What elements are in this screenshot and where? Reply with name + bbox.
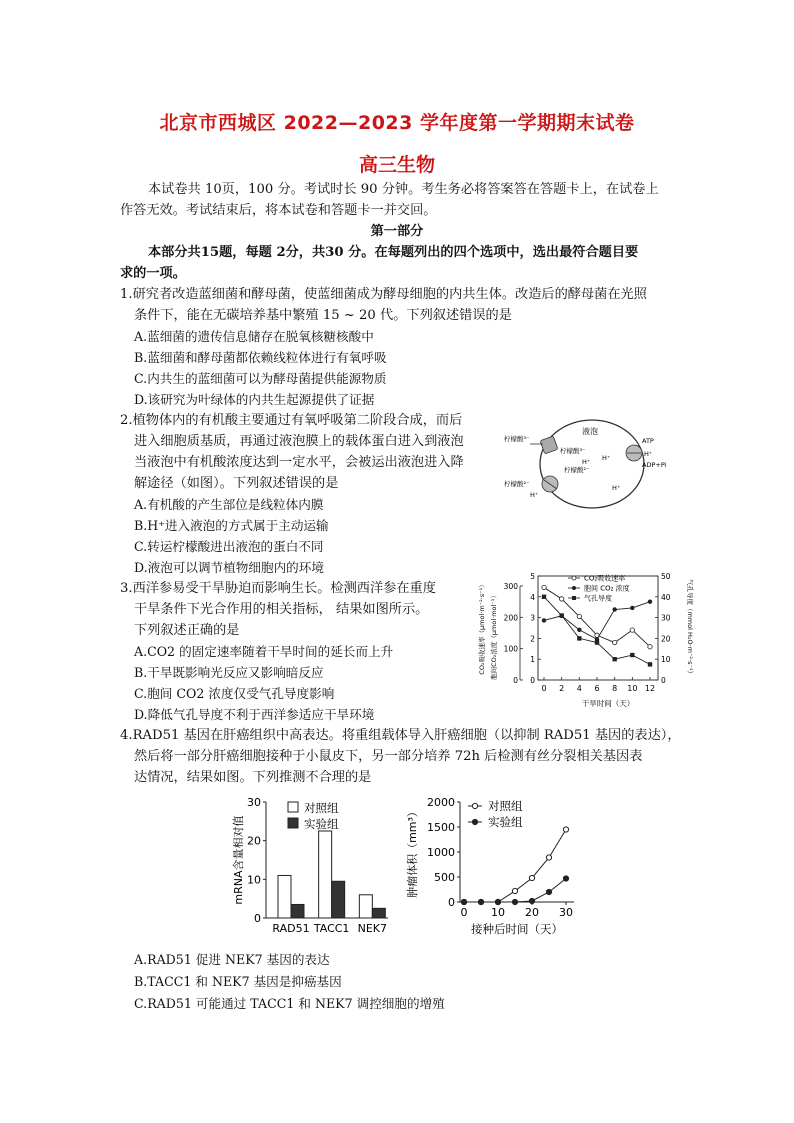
- bar-legend-swatch: [288, 802, 298, 812]
- tumor-x-axis-label: 接种后时间（天）: [471, 922, 563, 936]
- bar-experiment: [372, 908, 385, 918]
- q3-point-intercellular-co2: [542, 618, 546, 622]
- q3-left2-tick-label: 0: [513, 676, 518, 685]
- tumor-experiment-point: [529, 898, 534, 903]
- atp-label: ATP: [642, 437, 654, 445]
- mrna-bar-chart: [228, 790, 413, 940]
- exam-title: 北京市西城区 2022—2023 学年度第一学期期末试卷: [159, 112, 635, 134]
- tumor-control-point: [546, 855, 551, 860]
- q1-stem-1: 1.研究者改造蓝细菌和酵母菌，使蓝细菌成为酵母细胞的内共生体。改造后的酵母菌在光照: [120, 287, 647, 302]
- bar-y-axis-label: mRNA含量相对值: [232, 815, 245, 905]
- q1-option-b: B.蓝细菌和酵母菌都依赖线粒体进行有氧呼吸: [134, 350, 387, 365]
- q3-legend-label: CO₂吸收速率: [584, 574, 626, 583]
- bar-y-tick-label: 10: [247, 873, 261, 887]
- citrate2-inside-label: 柠檬酸²⁻: [564, 466, 590, 474]
- q1-option-c: C.内共生的蓝细菌可以为酵母菌提供能源物质: [134, 371, 387, 386]
- tumor-y-tick-label: 2000: [427, 796, 455, 809]
- tumor-legend-marker: [472, 819, 477, 824]
- q3-x-tick-label: 0: [541, 684, 547, 693]
- q4-stem-3: 达情况，结果如图。下列推测不合理的是: [134, 770, 372, 785]
- q3-y-left2-label: 胞间CO₂浓度（μmol·mol⁻¹）: [490, 592, 498, 680]
- q3-legend-label: 胞间 CO₂ 浓度: [584, 584, 630, 593]
- q3-point-co2-rate: [648, 645, 652, 649]
- tumor-x-tick-label: 30: [559, 906, 573, 919]
- q3-legend-marker: [572, 576, 576, 580]
- q3-stem-3: 下列叙述正确的是: [134, 623, 240, 638]
- h-near-atp-label: H⁺: [644, 450, 653, 458]
- vacuole-transport-diagram: [500, 412, 690, 522]
- q3-right-tick-label: 0: [661, 676, 666, 685]
- q3-point-intercellular-co2: [612, 607, 616, 611]
- q3-point-co2-rate: [559, 597, 563, 601]
- intro-line-1: 本试卷共 10页，100 分。考试时长 90 分钟。考生务必将答案答在答题卡上，在试卷上: [148, 182, 659, 197]
- q3-x-tick-label: 8: [612, 684, 618, 693]
- bar-category-label: TACC1: [313, 922, 350, 935]
- part1-instruction-2: 求的一项。: [120, 266, 186, 281]
- q3-stem-1: 3.西洋参易受干旱胁迫而影响生长。检测西洋参在重度: [120, 581, 436, 596]
- tumor-x-tick-label: 20: [525, 906, 539, 919]
- q3-left2-tick-label: 100: [503, 644, 518, 654]
- tumor-legend-marker: [472, 803, 477, 808]
- q2-option-c: C.转运柠檬酸进出液泡的蛋白不同: [134, 539, 324, 554]
- h-in-label: H⁺: [612, 484, 621, 492]
- q1-option-d: D.该研究为叶绿体的内共生起源提供了证据: [134, 392, 375, 407]
- q3-option-d: D.降低气孔导度不利于西洋参适应干旱环境: [134, 707, 375, 722]
- q2-option-d: D.液泡可以调节植物细胞内的环境: [134, 560, 324, 575]
- q3-point-stomatal: [648, 662, 652, 666]
- bar-legend-swatch: [288, 818, 298, 828]
- tumor-experiment-point: [512, 899, 517, 904]
- h-inside-label: H⁺: [582, 458, 591, 466]
- adp-label: ADP+Pi: [642, 461, 667, 469]
- q3-y-left-label: CO₂吸收速率（μmol·m⁻²·s⁻¹）: [478, 581, 486, 675]
- q2-stem-3: 当液泡中有机酸浓度达到一定水平，会被运出液泡进入降: [134, 455, 464, 470]
- q3-left-tick-label: 5: [530, 572, 535, 581]
- q3-point-stomatal: [559, 613, 563, 617]
- tumor-experiment-point: [563, 876, 568, 881]
- q4-stem-1: 4.RAD51 基因在肝癌组织中高表达。将重组载体导入肝癌细胞（以抑制 RAD51 基因的表达），: [120, 728, 681, 743]
- q3-point-stomatal: [630, 653, 634, 657]
- q3-left-tick-label: 3: [530, 613, 535, 623]
- drought-photosynthesis-chart: [476, 568, 696, 710]
- q3-option-c: C.胞间 CO2 浓度仅受气孔导度影响: [134, 686, 335, 701]
- q3-legend-label: 气孔导度: [584, 594, 612, 603]
- q3-point-stomatal: [577, 636, 581, 640]
- q3-right-tick-label: 40: [661, 592, 671, 602]
- tumor-experiment-point: [478, 899, 483, 904]
- q3-option-b: B.干旱既影响光反应又影响暗反应: [134, 665, 324, 680]
- bar-legend-label: 对照组: [304, 801, 339, 815]
- tumor-legend-label: 实验组: [488, 815, 523, 829]
- bar-control: [359, 895, 372, 918]
- q3-right-tick-label: 20: [661, 634, 671, 644]
- tumor-y-axis-label: 肿瘤体积（mm³）: [406, 806, 419, 898]
- q2-stem-1: 2.植物体内的有机酸主要通过有氧呼吸第二阶段合成，而后: [120, 413, 463, 428]
- bar-category-label: NEK7: [357, 922, 388, 935]
- q4-option-a: A.RAD51 促进 NEK7 基因的表达: [134, 952, 330, 967]
- q2-option-b: B.H⁺进入液泡的方式属于主动运输: [134, 518, 329, 533]
- q3-x-tick-label: 10: [627, 684, 638, 693]
- q2-option-a: A.有机酸的产生部位是线粒体内膜: [134, 497, 324, 512]
- q3-right-tick-label: 10: [661, 655, 671, 665]
- h-pump-label: H⁺: [602, 454, 611, 462]
- tumor-x-tick-label: 10: [491, 906, 505, 919]
- tumor-x-tick-label: 0: [460, 906, 468, 919]
- q3-right-tick-label: 30: [661, 613, 671, 623]
- tumor-volume-chart: [402, 790, 587, 940]
- q3-point-intercellular-co2: [577, 628, 581, 632]
- q4-stem-2: 然后将一部分肝癌细胞接种于小鼠皮下，另一部分培养 72h 后检测有丝分裂相关基因表: [134, 749, 643, 764]
- q3-x-tick-label: 2: [559, 684, 565, 693]
- q3-point-stomatal: [595, 640, 599, 644]
- q3-x-tick-label: 6: [594, 684, 600, 693]
- q3-left-tick-label: 0: [530, 676, 535, 685]
- tumor-control-point: [512, 888, 517, 893]
- q3-left2-tick-label: 200: [503, 613, 518, 623]
- q3-stem-2: 干旱条件下光合作用的相关指标， 结果如图所示。: [134, 602, 429, 617]
- q4-option-c: C.RAD51 可能通过 TACC1 和 NEK7 调控细胞的增殖: [134, 996, 445, 1011]
- bar-control: [278, 875, 291, 918]
- tumor-y-tick-label: 500: [434, 871, 455, 884]
- q3-point-stomatal: [612, 657, 616, 661]
- bar-experiment: [291, 904, 304, 918]
- bar-control: [319, 831, 332, 918]
- tumor-experiment-point: [495, 899, 500, 904]
- q3-x-axis-label: 干旱时间（天）: [581, 699, 635, 708]
- q1-option-a: A.蓝细菌的遗传信息储存在脱氧核糖核酸中: [134, 329, 374, 344]
- citrate3-inside-label: 柠檬酸³⁻: [560, 447, 586, 455]
- tumor-control-point: [563, 827, 568, 832]
- q3-legend-marker: [572, 596, 576, 600]
- q3-point-stomatal: [542, 595, 546, 599]
- q2-stem-2: 进入细胞质基质，再通过液泡膜上的载体蛋白进入到液泡: [134, 434, 464, 449]
- vacuole-label: 液泡: [582, 427, 598, 436]
- bar-experiment: [332, 881, 345, 918]
- q3-right-tick-label: 50: [661, 572, 671, 581]
- q3-left-tick-label: 4: [530, 592, 535, 602]
- tumor-experiment-point: [546, 889, 551, 894]
- q3-point-intercellular-co2: [648, 599, 652, 603]
- tumor-y-tick-label: 1000: [427, 846, 455, 859]
- q3-left-tick-label: 1: [530, 655, 535, 665]
- q3-y-right-label: 气孔导度（mmol H₂O·m⁻²·s⁻¹）: [686, 578, 694, 678]
- bar-y-tick-label: 0: [254, 912, 261, 925]
- bar-category-label: RAD51: [272, 922, 310, 935]
- q3-point-intercellular-co2: [630, 606, 634, 610]
- q1-stem-2: 条件下，能在无碳培养基中繁殖 15 ~ 20 代。下列叙述错误的是: [134, 308, 512, 323]
- q3-option-a: A.CO2 的固定速率随着干旱时间的延长而上升: [134, 644, 394, 659]
- q3-x-tick-label: 4: [576, 684, 582, 693]
- citrate2-outside-label: 柠檬酸²⁻: [504, 480, 530, 488]
- q3-point-co2-rate: [612, 640, 616, 644]
- tumor-y-tick-label: 1500: [427, 821, 455, 834]
- citrate3-outside-label: 柠檬酸³⁻: [504, 435, 530, 443]
- tumor-experiment-point: [461, 899, 466, 904]
- bar-y-tick-label: 30: [247, 796, 261, 809]
- q3-left2-tick-label: 300: [503, 582, 518, 591]
- exam-subtitle: 高三生物: [358, 154, 435, 176]
- q3-point-co2-rate: [577, 614, 581, 618]
- part1-instruction-1: 本部分共15题，每题 2分，共30 分。在每题列出的四个选项中，选出最符合题目要: [148, 245, 639, 260]
- tumor-legend-label: 对照组: [488, 799, 523, 813]
- q3-legend-marker: [572, 586, 576, 590]
- q3-left-tick-label: 2: [530, 634, 535, 644]
- q4-option-b: B.TACC1 和 NEK7 基因是抑癌基因: [134, 974, 342, 989]
- q3-x-tick-label: 12: [644, 684, 656, 693]
- intro-line-2: 作答无效。考试结束后，将本试卷和答题卡一并交回。: [120, 203, 437, 218]
- bar-legend-label: 实验组: [304, 817, 339, 831]
- q3-point-co2-rate: [630, 628, 634, 632]
- part1-heading: 第一部分: [370, 224, 424, 239]
- bar-y-tick-label: 20: [247, 834, 261, 848]
- tumor-y-tick-label: 0: [448, 896, 455, 909]
- h-outside-bottom-label: H⁺: [530, 491, 539, 499]
- tumor-control-point: [529, 875, 534, 880]
- q2-stem-4: 解途径（如图）。下列叙述错误的是: [134, 476, 339, 491]
- q3-point-co2-rate: [542, 585, 546, 589]
